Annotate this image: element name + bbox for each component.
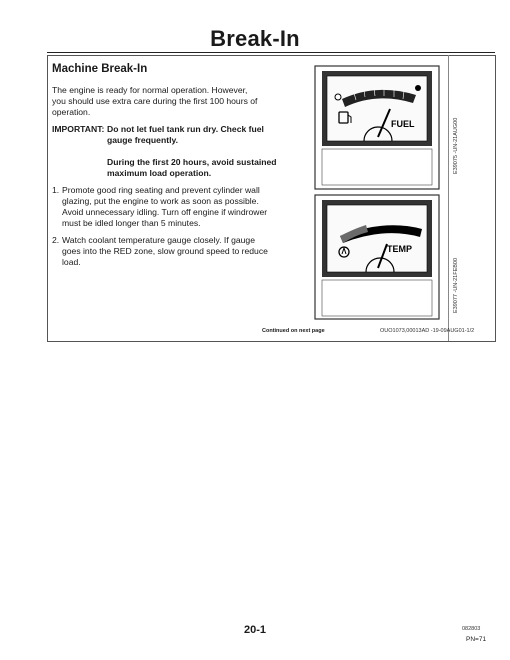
continued-note: Continued on next page bbox=[262, 328, 325, 334]
temp-gauge-figure bbox=[314, 194, 440, 322]
page-number: 20-1 bbox=[243, 624, 267, 636]
temp-figure-code: E39077 -UN-21FEB00 bbox=[453, 257, 459, 313]
fuel-figure-code: E39075 -UN-21AUG00 bbox=[453, 117, 459, 174]
intro-paragraph: The engine is ready for normal operation. However, you should use extra care during the first 100 hours of operation. bbox=[52, 85, 258, 117]
column-divider bbox=[448, 55, 449, 341]
list-item-text: Promote good ring seating and prevent cylinder wall glazing, put the engine to work as soon as possible. Avoid unnecessary idling. Turn off engine if windrower must be idled longer than 5 minutes. bbox=[62, 185, 268, 228]
important-label: IMPORTANT: bbox=[52, 124, 105, 134]
fuel-label: FUEL bbox=[391, 119, 415, 129]
pn-code: PN=71 bbox=[466, 636, 487, 643]
page-title: Break-In bbox=[210, 26, 300, 51]
document-id: OUO1073,00013AD -19-09AUG01-1/2 bbox=[380, 328, 475, 334]
temp-label: TEMP bbox=[387, 244, 413, 254]
list-item-number: 1. bbox=[52, 185, 60, 195]
important-text-load: During the first 20 hours, avoid sustained maximum load operation. bbox=[107, 157, 277, 178]
section-title: Machine Break-In bbox=[52, 63, 148, 75]
fuel-gauge-figure bbox=[314, 65, 440, 190]
list-item-text: Watch coolant temperature gauge closely. If gauge goes into the RED zone, slow ground speed to reduce load. bbox=[62, 235, 268, 267]
title-rule bbox=[47, 52, 495, 53]
list-item-number: 2. bbox=[52, 235, 60, 245]
date-code: 082803 bbox=[462, 626, 481, 632]
important-text-fuel: Do not let fuel tank run dry. Check fuel gauge frequently. bbox=[107, 124, 264, 145]
